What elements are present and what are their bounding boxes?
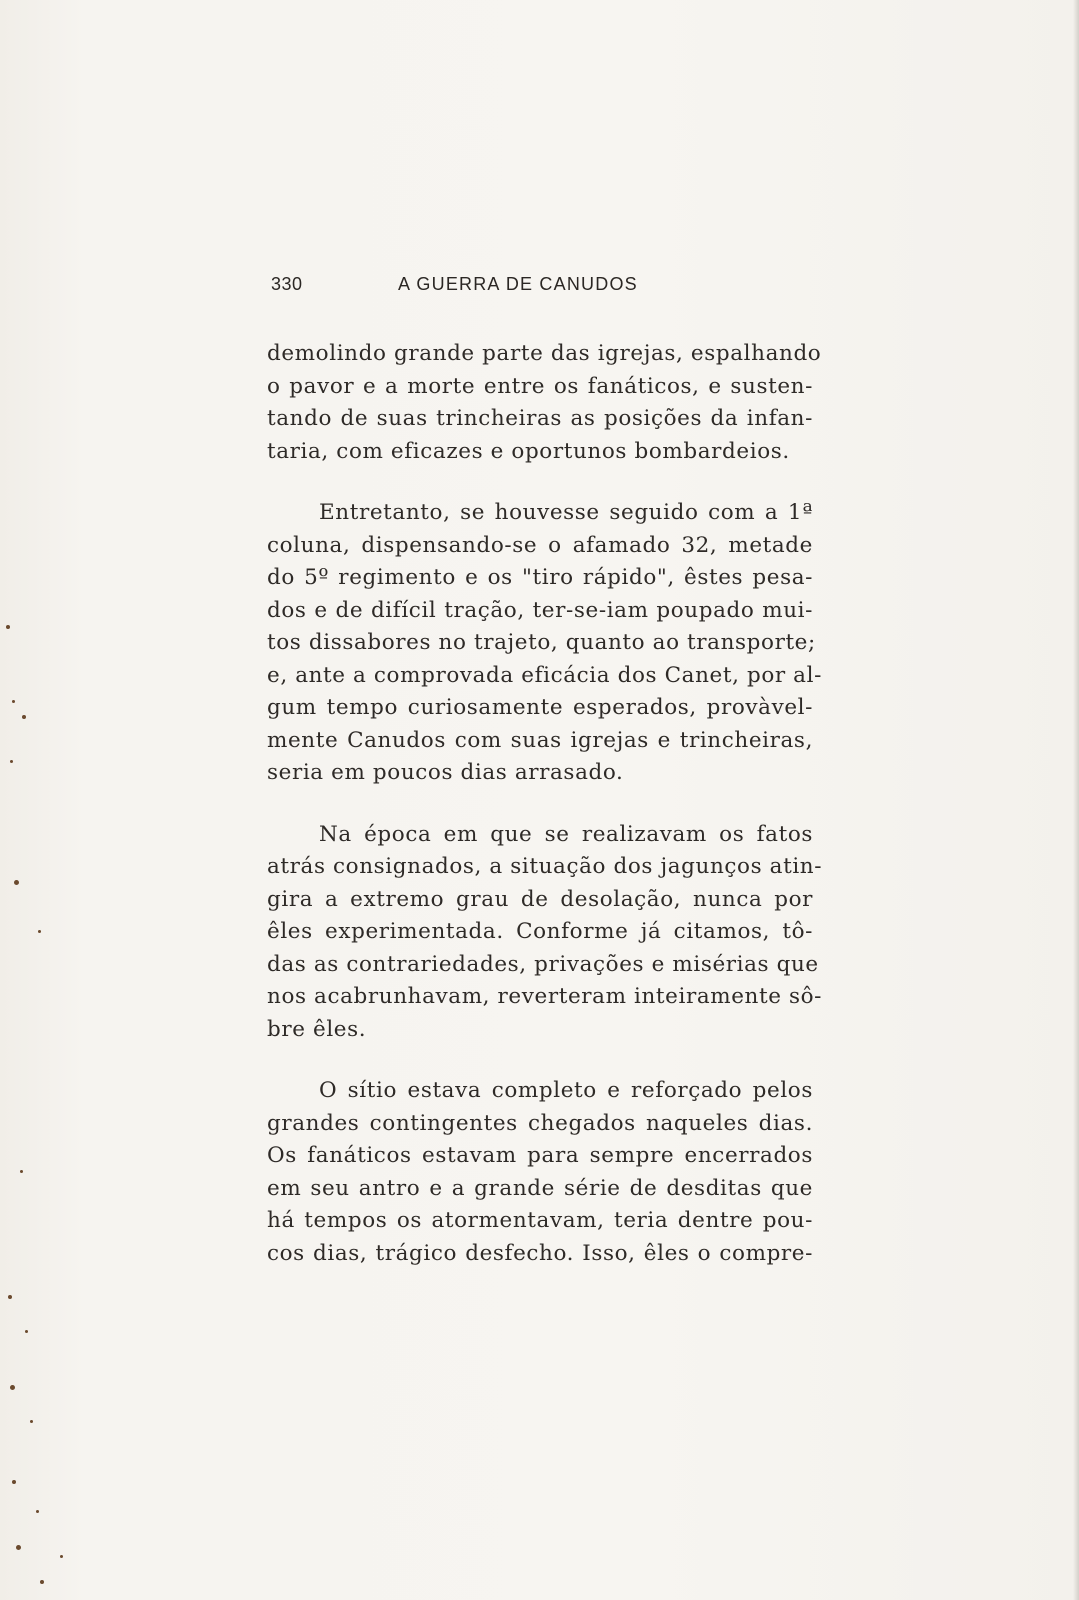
text-line: Na época em que se realizavam os fatos (319, 821, 813, 847)
foxing-speck (20, 1170, 23, 1173)
text-line: mente Canudos com suas igrejas e trincheiras, (267, 727, 813, 753)
foxing-speck (22, 715, 26, 719)
text-line: grandes contingentes chegados naqueles dias. (267, 1110, 813, 1136)
text-line: dos e de difícil tração, ter-se-iam poupado mui- (267, 597, 813, 623)
body-text (267, 338, 823, 1299)
text-line: tos dissabores no trajeto, quanto ao transporte; (267, 630, 816, 655)
paragraph-3 (267, 819, 823, 1047)
paragraph-1 (267, 338, 822, 468)
page-edge-shadow (1073, 0, 1079, 1600)
running-title: A GUERRA DE CANUDOS (398, 274, 638, 294)
foxing-speck (8, 1295, 12, 1299)
foxing-speck (60, 1555, 63, 1558)
text-line: coluna, dispensando-se o afamado 32, metade (267, 532, 813, 558)
page-number: 330 (271, 274, 303, 294)
text-line: há tempos os atormentavam, teria dentre pou- (267, 1208, 813, 1233)
text-line: cos dias, trágico desfecho. Isso, êles o compre- (267, 1240, 813, 1266)
text-line: êles experimentada. Conforme já citamos, tô- (267, 919, 813, 944)
text-line: gum tempo curiosamente esperados, provàvel- (267, 695, 813, 720)
foxing-speck (38, 930, 41, 933)
paragraph-4 (267, 1075, 813, 1270)
text-line: nos acabrunhavam, reverteram inteiramente sô- (267, 984, 823, 1009)
text-line: tando de suas trincheiras as posições da infan- (267, 406, 813, 431)
text-line: em seu antro e a grande série de desditas que (267, 1175, 813, 1201)
foxing-speck (25, 1330, 28, 1333)
foxing-speck (10, 1385, 15, 1390)
foxing-speck (16, 1545, 21, 1550)
text-line: atrás consignados, a situação dos jagunços atin- (267, 854, 823, 879)
foxing-speck (10, 760, 13, 763)
foxing-speck (12, 1480, 16, 1484)
text-line: taria, com eficazes e oportunos bombardeios. (267, 438, 790, 464)
text-line: demolindo grande parte das igrejas, espalhando (267, 341, 822, 366)
page-header (271, 274, 811, 298)
text-line: do 5º regimento e os "tiro rápido", êstes pesa- (267, 565, 813, 590)
text-line: seria em poucos dias arrasado. (267, 760, 624, 785)
foxing-speck (6, 625, 10, 629)
text-line: Entretanto, se houvesse seguido com a 1ª (319, 500, 813, 525)
text-line: bre êles. (267, 1016, 367, 1042)
foxing-speck (14, 880, 19, 885)
foxing-speck (12, 700, 15, 703)
text-line: e, ante a comprovada eficácia dos Canet, por al- (267, 662, 822, 688)
foxing-speck (40, 1580, 44, 1584)
text-line: Os fanáticos estavam para sempre encerrados (267, 1143, 813, 1168)
foxing-speck (36, 1510, 39, 1513)
text-line: o pavor e a morte entre os fanáticos, e susten- (267, 373, 813, 399)
paragraph-2 (267, 497, 822, 790)
text-line: O sítio estava completo e reforçado pelos (319, 1078, 813, 1103)
foxing-speck (30, 1420, 33, 1423)
text-line: das as contrariedades, privações e misérias que (267, 951, 819, 977)
text-line: gira a extremo grau de desolação, nunca por (267, 886, 813, 912)
